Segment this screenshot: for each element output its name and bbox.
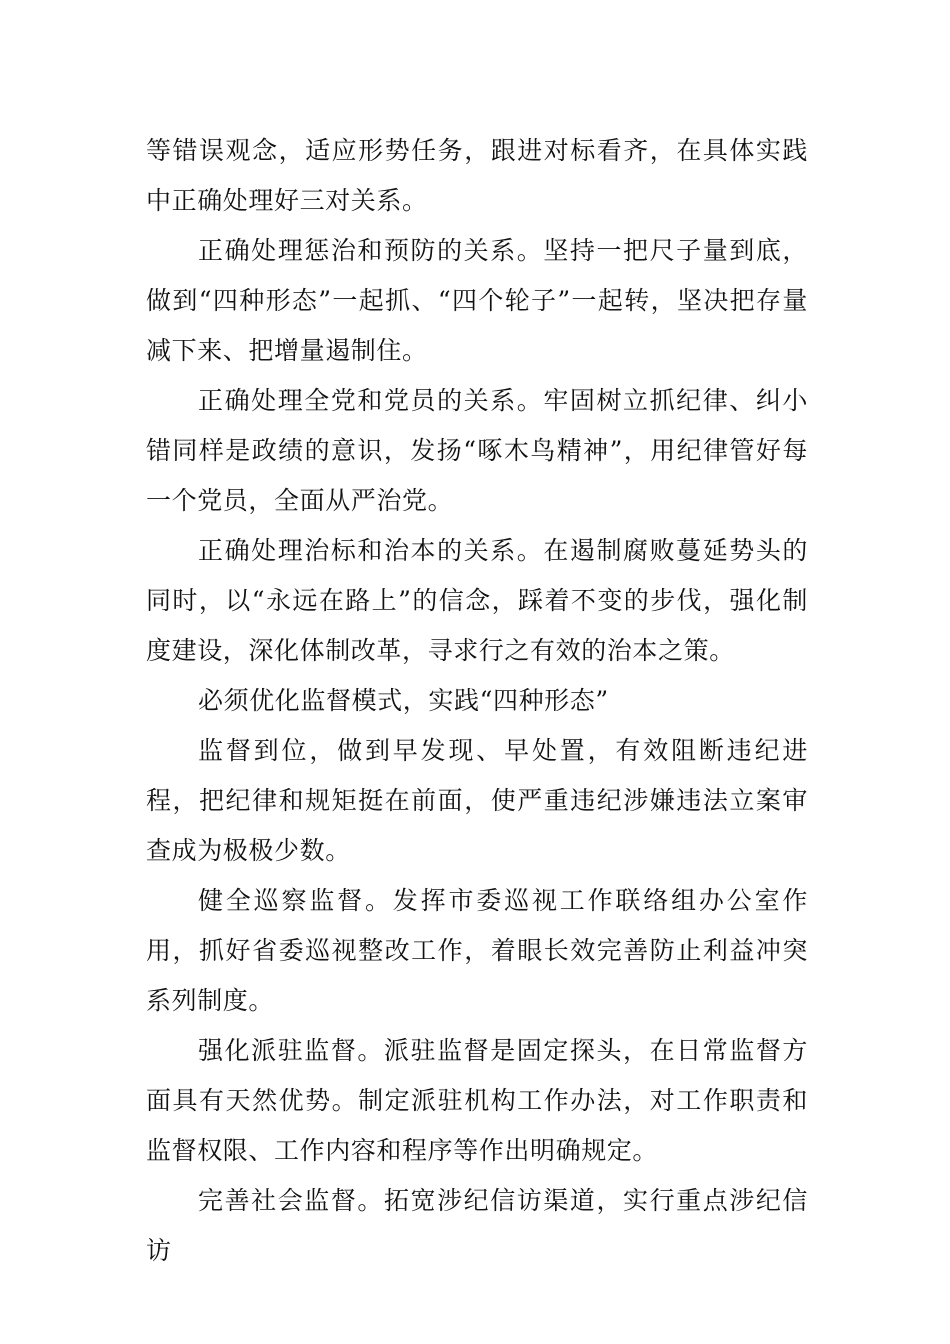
document-body [146,126,808,1276]
paragraph-4: 正确处理治标和治本的关系。在遏制腐败蔓延势头的同时，以“永远在路上”的信念，踩着不变的步伐，强化制度建设，深化体制改革，寻求行之有效的治本之策。 [146,536,808,665]
paragraph-8: 强化派驻监督。派驻监督是固定探头，在日常监督方面具有天然优势。制定派驻机构工作办法，对工作职责和监督权限、工作内容和程序等作出明确规定。 [146,1036,808,1165]
paragraph-2: 正确处理惩治和预防的关系。坚持一把尺子量到底，做到“四种形态”一起抓、“四个轮子”一起转，坚决把存量减下来、把增量遏制住。 [146,236,808,365]
paragraph-3: 正确处理全党和党员的关系。牢固树立抓纪律、纠小错同样是政绩的意识，发扬“啄木鸟精神”，用纪律管好每一个党员，全面从严治党。 [146,386,808,515]
paragraph-1: 等错误观念，适应形势任务，跟进对标看齐，在具体实践中正确处理好三对关系。 [146,136,808,215]
paragraph-6: 监督到位，做到早发现、早处置，有效阻断违纪进程，把纪律和规矩挺在前面，使严重违纪涉嫌违法立案审查成为极极少数。 [146,736,808,865]
section-heading: 必须优化监督模式，实践“四种形态” [198,686,609,715]
paragraph-7: 健全巡察监督。发挥市委巡视工作联络组办公室作用，抓好省委巡视整改工作，着眼长效完善防止利益冲突系列制度。 [146,886,808,1015]
paragraph-9: 完善社会监督。拓宽涉纪信访渠道，实行重点涉纪信访 [146,1186,808,1265]
